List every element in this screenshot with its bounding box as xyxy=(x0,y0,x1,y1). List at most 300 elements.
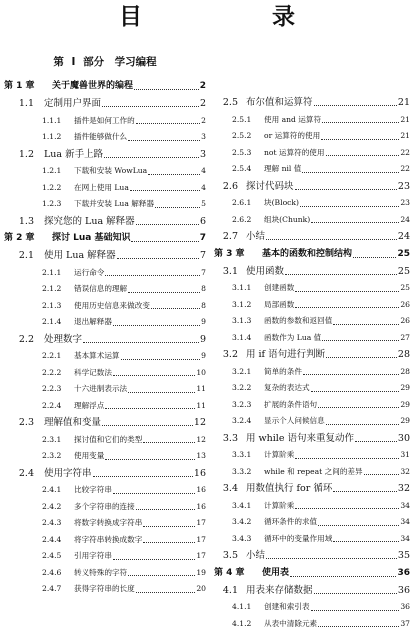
toc-entry-number: 2.2.3 xyxy=(42,381,70,398)
toc-entry-sub xyxy=(4,482,206,499)
toc-entry-sub xyxy=(4,515,206,532)
toc-entry-ch xyxy=(4,78,206,95)
toc-entry-sub xyxy=(4,565,206,582)
toc-entry-sub xyxy=(4,113,206,130)
toc-entry-page: 9 xyxy=(200,331,206,349)
toc-entry-title: 使用字符串 xyxy=(44,465,92,483)
toc-entry-number: 2.1.4 xyxy=(42,314,70,331)
dot-leader xyxy=(295,458,399,459)
toc-entry-sec xyxy=(214,430,410,448)
toc-entry-sub xyxy=(214,364,410,381)
toc-entry-page: 36 xyxy=(400,599,410,616)
toc-entry-number: 3.4.3 xyxy=(232,531,260,548)
toc-entry-number: 1.1.2 xyxy=(42,129,70,146)
toc-entry-number: 3.4.1 xyxy=(232,498,260,515)
toc-entry-sub xyxy=(4,314,206,331)
toc-entry-title: 探讨代码块 xyxy=(246,178,294,196)
toc-entry-title: 将字符串转换成数字 xyxy=(74,532,142,549)
toc-entry-number: 2.4.4 xyxy=(42,532,70,549)
toc-entry-title: 探究您的 Lua 解释器 xyxy=(44,213,135,231)
toc-entry-number: 3.2.1 xyxy=(232,364,260,381)
toc-entry-sub xyxy=(214,413,410,430)
toc-entry-title: 使用函数 xyxy=(246,263,284,281)
toc-entry-title: 创建和索引表 xyxy=(264,599,310,616)
toc-entry-page: 36 xyxy=(398,582,410,600)
dot-leader xyxy=(128,140,200,141)
toc-entry-number: 2.1.3 xyxy=(42,298,70,315)
toc-entry-title: 定制用户界面 xyxy=(44,95,101,113)
toc-entry-number: 3.2 xyxy=(214,346,238,364)
dot-leader xyxy=(143,526,195,527)
toc-entry-sec xyxy=(4,146,206,164)
toc-entry-page: 32 xyxy=(400,464,410,481)
toc-entry-page: 36 xyxy=(397,565,410,582)
dot-leader xyxy=(130,190,200,191)
toc-entry-title: 转义特殊的字符 xyxy=(74,565,127,582)
toc-entry-page: 24 xyxy=(398,228,410,246)
toc-entry-sub xyxy=(214,464,410,481)
toc-entry-title: 探讨 Lua 基础知识 xyxy=(52,230,130,247)
dot-leader xyxy=(104,157,199,158)
toc-entry-number: 3.1.1 xyxy=(232,280,260,297)
toc-entry-title: 显示个人问候信息 xyxy=(264,413,325,430)
toc-entry-page: 2 xyxy=(200,95,206,113)
toc-entry-number: 1.2.3 xyxy=(42,196,70,213)
toc-entry-title: 用 if 语句进行判断 xyxy=(246,346,325,364)
toc-entry-number: 1.3 xyxy=(4,213,34,231)
dot-leader xyxy=(121,359,201,360)
toc-entry-sub xyxy=(4,180,206,197)
toc-entry-title: 复杂的表达式 xyxy=(264,380,310,397)
part-heading: 第 I 部分 学习编程 xyxy=(4,52,206,72)
toc-entry-title: 从表中清除元素 xyxy=(264,616,317,632)
dot-leader xyxy=(113,325,200,326)
toc-entry-page: 6 xyxy=(200,213,206,231)
dot-leader xyxy=(364,474,400,475)
toc-entry-title: 小结 xyxy=(246,228,265,246)
toc-entry-title: 下载并安装 Lua 解释器 xyxy=(74,196,154,213)
dot-leader xyxy=(322,340,399,341)
toc-entry-number: 2.1.2 xyxy=(42,281,70,298)
toc-entry-sub xyxy=(4,499,206,516)
toc-entry-page: 12 xyxy=(196,432,206,449)
toc-entry-title: 获得字符串的长度 xyxy=(74,581,135,598)
dot-leader xyxy=(311,610,400,611)
toc-entry-sec xyxy=(4,95,206,113)
toc-entry-title: or 运算符的使用 xyxy=(264,128,320,145)
dot-leader xyxy=(295,291,399,292)
toc-entry-page: 19 xyxy=(196,565,206,582)
toc-entry-sub xyxy=(4,281,206,298)
toc-entry-title: 理解值和变量 xyxy=(44,414,101,432)
toc-entry-sub xyxy=(214,531,410,548)
toc-entry-title: 用数值执行 for 循环 xyxy=(246,480,332,498)
toc-entry-title: 扩展的条件语句 xyxy=(264,397,317,414)
toc-entry-page: 16 xyxy=(196,482,206,499)
dot-leader xyxy=(113,493,195,494)
toc-entry-sec xyxy=(4,213,206,231)
toc-entry-page: 13 xyxy=(196,448,206,465)
toc-entry-title: not 运算符的使用 xyxy=(264,145,325,162)
toc-entry-number: 2.4.3 xyxy=(42,515,70,532)
toc-entry-number: 4.1.1 xyxy=(232,599,260,616)
toc-entry-page: 25 xyxy=(400,280,410,297)
toc-entry-sec xyxy=(214,480,410,498)
toc-entry-number: 2.1 xyxy=(4,247,34,265)
toc-entry-number: 2.3.1 xyxy=(42,432,70,449)
toc-entry-sub xyxy=(4,265,206,282)
dot-leader xyxy=(83,342,199,343)
dot-leader xyxy=(355,441,397,442)
toc-entry-page: 11 xyxy=(196,381,206,398)
toc-entry-number: 第 4 章 xyxy=(214,565,262,582)
toc-entry-number: 2.6.1 xyxy=(232,195,260,212)
toc-entry-sub xyxy=(4,448,206,465)
toc-entry-number: 2.5.4 xyxy=(232,161,260,178)
dot-leader xyxy=(136,592,196,593)
toc-entry-title: 使用表 xyxy=(262,565,289,582)
toc-entry-sec xyxy=(214,178,410,196)
toc-entry-page: 29 xyxy=(400,397,410,414)
toc-entry-page: 24 xyxy=(400,212,410,229)
toc-entry-number: 2.6.2 xyxy=(232,212,260,229)
toc-entry-number: 2.2 xyxy=(4,331,34,349)
toc-entry-page: 25 xyxy=(398,263,410,281)
dot-leader xyxy=(295,189,397,190)
toc-entry-sec xyxy=(4,331,206,349)
toc-entry-page: 21 xyxy=(400,128,410,145)
toc-entry-sub xyxy=(214,297,410,314)
dot-leader xyxy=(136,509,196,510)
toc-entry-number: 3.2.4 xyxy=(232,413,260,430)
toc-entry-page: 29 xyxy=(400,380,410,397)
toc-entry-page: 25 xyxy=(397,246,410,263)
toc-entry-sub xyxy=(4,129,206,146)
toc-entry-title: 运行命令 xyxy=(74,265,104,282)
toc-entry-number: 3.4 xyxy=(214,480,238,498)
toc-entry-sec xyxy=(4,414,206,432)
toc-entry-ch xyxy=(4,230,206,247)
toc-entry-title: 函数的参数和返回值 xyxy=(264,313,332,330)
toc-entry-title: 使用历史信息来做改变 xyxy=(74,298,150,315)
toc-entry-sub xyxy=(4,163,206,180)
toc-entry-number: 3.2.3 xyxy=(232,397,260,414)
dot-leader xyxy=(155,207,200,208)
toc-entry-page: 32 xyxy=(398,480,410,498)
dot-leader xyxy=(128,392,195,393)
toc-entry-page: 37 xyxy=(400,616,410,632)
toc-entry-title: 基本算术运算 xyxy=(74,348,120,365)
toc-entry-sec xyxy=(214,263,410,281)
toc-entry-page: 11 xyxy=(196,398,206,415)
dot-leader xyxy=(295,307,399,308)
toc-entry-number: 2.5.2 xyxy=(232,128,260,145)
toc-entry-title: 用表来存储数据 xyxy=(246,582,313,600)
toc-entry-sub xyxy=(214,128,410,145)
toc-entry-title: 比较字符串 xyxy=(74,482,112,499)
toc-entry-page: 21 xyxy=(400,112,410,129)
toc-entry-page: 17 xyxy=(196,548,206,565)
dot-leader xyxy=(333,324,399,325)
toc-entry-number: 2.5 xyxy=(214,94,238,112)
toc-entry-sub xyxy=(214,514,410,531)
dot-leader xyxy=(105,408,195,409)
toc-entry-title: 处理数字 xyxy=(44,331,82,349)
dot-leader xyxy=(326,357,397,358)
toc-entry-page: 31 xyxy=(400,447,410,464)
toc-entry-sub xyxy=(4,581,206,598)
toc-entry-sec xyxy=(214,547,410,565)
toc-entry-page: 4 xyxy=(201,163,206,180)
toc-entry-number: 1.2.2 xyxy=(42,180,70,197)
toc-entry-page: 17 xyxy=(196,515,206,532)
dot-leader xyxy=(300,206,399,207)
toc-entry-title: 插件是如何工作的 xyxy=(74,113,135,130)
toc-entry-number: 2.7 xyxy=(214,228,238,246)
toc-entry-title: 使用 and 运算符 xyxy=(264,112,321,129)
toc-entry-page: 27 xyxy=(400,330,410,347)
toc-entry-number: 2.5.3 xyxy=(232,145,260,162)
toc-entry-number: 2.5.1 xyxy=(232,112,260,129)
toc-entry-sec xyxy=(4,247,206,265)
toc-entry-title: 使用变量 xyxy=(74,448,104,465)
toc-entry-sub xyxy=(4,398,206,415)
dot-leader xyxy=(353,257,396,258)
toc-entry-number: 4.1.2 xyxy=(232,616,260,632)
dot-leader xyxy=(117,258,199,259)
toc-entry-number: 2.2.1 xyxy=(42,348,70,365)
page-title: 目 录 xyxy=(0,2,414,32)
dot-leader xyxy=(285,274,397,275)
toc-entry-number: 3.3 xyxy=(214,430,238,448)
toc-right-column xyxy=(214,94,410,632)
toc-entry-page: 12 xyxy=(194,414,206,432)
toc-entry-number: 1.2.1 xyxy=(42,163,70,180)
toc-entry-sub xyxy=(4,298,206,315)
toc-entry-page: 8 xyxy=(201,281,206,298)
toc-entry-page: 10 xyxy=(196,365,206,382)
toc-entry-title: 插件能够做什么 xyxy=(74,129,127,146)
toc-entry-number: 4.1 xyxy=(214,582,238,600)
dot-leader xyxy=(333,491,397,492)
dot-leader xyxy=(314,593,397,594)
toc-entry-page: 28 xyxy=(400,364,410,381)
toc-entry-number: 第 1 章 xyxy=(4,78,52,95)
dot-leader xyxy=(318,626,399,627)
toc-entry-page: 3 xyxy=(201,129,206,146)
toc-entry-sub xyxy=(214,380,410,397)
dot-leader xyxy=(303,374,399,375)
toc-entry-page: 16 xyxy=(194,465,206,483)
toc-entry-sec xyxy=(4,465,206,483)
toc-entry-number: 3.1.3 xyxy=(232,313,260,330)
toc-entry-sec xyxy=(214,346,410,364)
toc-entry-number: 3.3.1 xyxy=(232,447,260,464)
toc-entry-title: 循环条件的求值 xyxy=(264,514,317,531)
toc-entry-number: 2.3.2 xyxy=(42,448,70,465)
toc-entry-number: 2.4.1 xyxy=(42,482,70,499)
dot-leader xyxy=(322,122,399,123)
toc-entry-page: 8 xyxy=(201,298,206,315)
toc-entry-number: 3.1.2 xyxy=(232,297,260,314)
toc-entry-title: 错误信息的理解 xyxy=(74,281,127,298)
toc-entry-title: 使用 Lua 解释器 xyxy=(44,247,116,265)
dot-leader xyxy=(326,424,400,425)
dot-leader xyxy=(136,123,200,124)
toc-entry-page: 23 xyxy=(400,195,410,212)
toc-entry-number: 1.1 xyxy=(4,95,34,113)
toc-entry-number: 2.1.1 xyxy=(42,265,70,282)
toc-entry-number: 3.5 xyxy=(214,547,238,565)
toc-entry-title: 理解 nil 值 xyxy=(264,161,301,178)
dot-leader xyxy=(113,375,195,376)
toc-entry-sub xyxy=(214,195,410,212)
toc-entry-page: 4 xyxy=(201,180,206,197)
toc-entry-title: 多个字符串的连接 xyxy=(74,499,135,516)
toc-entry-sec xyxy=(214,582,410,600)
toc-entry-number: 2.4.5 xyxy=(42,548,70,565)
dot-leader xyxy=(302,172,399,173)
toc-entry-page: 7 xyxy=(200,230,206,247)
toc-entry-page: 16 xyxy=(196,499,206,516)
toc-entry-title: 科学记数法 xyxy=(74,365,112,382)
toc-entry-title: 探讨值和它们的类型 xyxy=(74,432,142,449)
toc-entry-page: 26 xyxy=(400,297,410,314)
toc-entry-number: 2.2.2 xyxy=(42,365,70,382)
toc-entry-title: 理解浮点 xyxy=(74,398,104,415)
toc-entry-number: 3.4.2 xyxy=(232,514,260,531)
dot-leader xyxy=(151,308,200,309)
dot-leader xyxy=(333,541,399,542)
toc-entry-title: 循环中的变量作用域 xyxy=(264,531,332,548)
toc-entry-sub xyxy=(214,330,410,347)
toc-entry-page: 7 xyxy=(201,265,206,282)
toc-entry-number: 1.1.1 xyxy=(42,113,70,130)
dot-leader xyxy=(143,542,195,543)
toc-entry-number: 3.2.2 xyxy=(232,380,260,397)
toc-entry-title: 关于魔兽世界的编程 xyxy=(52,78,133,95)
toc-entry-number: 第 2 章 xyxy=(4,230,52,247)
toc-entry-title: 局部函数 xyxy=(264,297,294,314)
toc-entry-page: 22 xyxy=(400,145,410,162)
toc-entry-number: 2.4.7 xyxy=(42,581,70,598)
toc-entry-page: 26 xyxy=(400,313,410,330)
toc-entry-title: 下载和安装 WowLua xyxy=(74,163,147,180)
toc-entry-sub xyxy=(214,313,410,330)
toc-entry-sub xyxy=(4,432,206,449)
toc-entry-title: 基本的函数和控制结构 xyxy=(262,246,352,263)
toc-entry-number: 3.3.2 xyxy=(232,464,260,481)
dot-leader xyxy=(266,239,397,240)
toc-entry-sub xyxy=(214,280,410,297)
toc-entry-ch xyxy=(214,246,410,263)
toc-entry-ch xyxy=(214,565,410,582)
dot-leader xyxy=(128,575,195,576)
toc-entry-title: Lua 新手上路 xyxy=(44,146,103,164)
toc-entry-page: 5 xyxy=(201,196,206,213)
toc-entry-page: 17 xyxy=(196,532,206,549)
toc-entry-page: 9 xyxy=(201,348,206,365)
dot-leader xyxy=(143,442,195,443)
dot-leader xyxy=(128,292,200,293)
dot-leader xyxy=(134,89,199,90)
toc-entry-number: 第 3 章 xyxy=(214,246,262,263)
dot-leader xyxy=(105,459,195,460)
dot-leader xyxy=(311,391,400,392)
toc-entry-page: 7 xyxy=(200,247,206,265)
toc-entry-number: 2.2.4 xyxy=(42,398,70,415)
toc-entry-page: 20 xyxy=(196,581,206,598)
toc-entry-title: 布尔值和运算符 xyxy=(246,94,313,112)
toc-entry-number: 1.2 xyxy=(4,146,34,164)
toc-entry-title: while 和 repeat 之间的差异 xyxy=(264,464,363,481)
dot-leader xyxy=(311,222,399,223)
dot-leader xyxy=(314,105,397,106)
toc-entry-page: 21 xyxy=(398,94,410,112)
toc-entry-sub xyxy=(4,348,206,365)
toc-entry-page: 28 xyxy=(398,346,410,364)
dot-leader xyxy=(318,407,399,408)
toc-entry-page: 34 xyxy=(400,514,410,531)
toc-left-column xyxy=(4,52,206,598)
toc-entry-page: 34 xyxy=(400,531,410,548)
toc-entry-page: 34 xyxy=(400,498,410,515)
toc-entry-page: 2 xyxy=(200,78,206,95)
toc-entry-title: 函数作为 Lua 值 xyxy=(264,330,321,347)
toc-entry-sub xyxy=(214,145,410,162)
toc-entry-sub xyxy=(214,447,410,464)
toc-entry-sub xyxy=(4,548,206,565)
toc-entry-title: 用 while 语句来重复动作 xyxy=(246,430,354,448)
toc-entry-title: 退出解释器 xyxy=(74,314,112,331)
toc-entry-title: 引用字符串 xyxy=(74,548,112,565)
dot-leader xyxy=(326,155,400,156)
toc-entry-title: 小结 xyxy=(246,547,265,565)
toc-entry-title: 块(Block) xyxy=(264,195,299,212)
toc-entry-page: 30 xyxy=(398,430,410,448)
dot-leader xyxy=(105,275,200,276)
dot-leader xyxy=(102,106,199,107)
toc-entry-sub xyxy=(4,196,206,213)
toc-entry-title: 组块(Chunk) xyxy=(264,212,310,229)
toc-entry-number: 3.1.4 xyxy=(232,330,260,347)
dot-leader xyxy=(318,525,399,526)
toc-entry-number: 3.1 xyxy=(214,263,238,281)
toc-entry-number: 2.4.2 xyxy=(42,499,70,516)
toc-entry-sub xyxy=(214,112,410,129)
toc-entry-number: 2.4.6 xyxy=(42,565,70,582)
toc-entry-sub xyxy=(214,498,410,515)
toc-entry-sub xyxy=(4,365,206,382)
toc-entry-number: 2.3 xyxy=(4,414,34,432)
dot-leader xyxy=(113,559,195,560)
toc-entry-sub xyxy=(214,616,410,632)
toc-entry-page: 2 xyxy=(201,113,206,130)
dot-leader xyxy=(321,139,399,140)
toc-entry-sub xyxy=(214,397,410,414)
toc-entry-page: 35 xyxy=(398,547,410,565)
toc-entry-page: 22 xyxy=(400,161,410,178)
dot-leader xyxy=(295,508,399,509)
toc-entry-title: 将数字转换成字符串 xyxy=(74,515,142,532)
toc-entry-page: 3 xyxy=(200,146,206,164)
toc-entry-title: 计算阶乘 xyxy=(264,498,294,515)
dot-leader xyxy=(93,476,193,477)
toc-entry-sub xyxy=(214,599,410,616)
toc-list-left xyxy=(4,78,206,598)
toc-entry-sub xyxy=(4,532,206,549)
toc-entry-number: 2.4 xyxy=(4,465,34,483)
